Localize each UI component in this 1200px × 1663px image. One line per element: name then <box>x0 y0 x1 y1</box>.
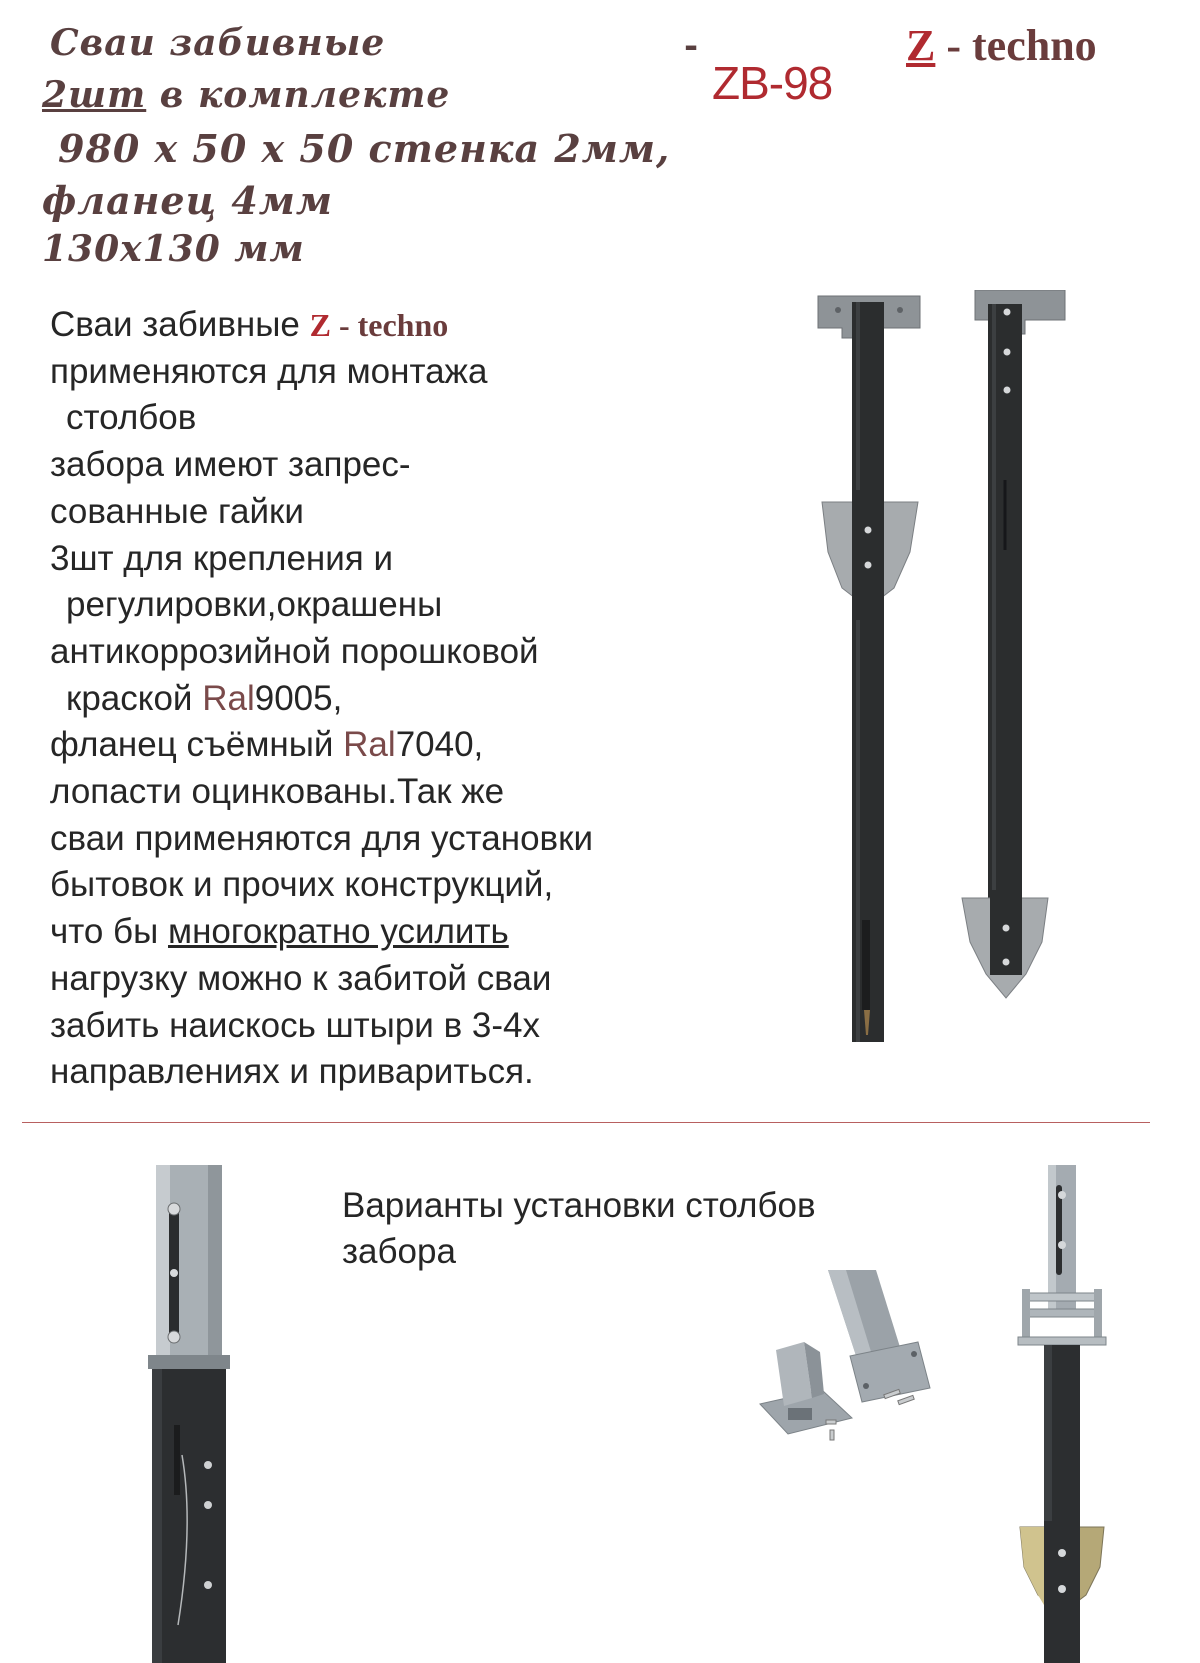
desc-line: 3шт для крепления и <box>50 538 394 578</box>
title-line-1: Сваи забивные <box>50 22 386 64</box>
desc-line: столбов <box>66 398 197 438</box>
brand-logo <box>906 20 1097 71</box>
spec-flange-size: 130х130 мм <box>42 228 305 270</box>
desc-line: лопасти оцинкованы.Так же <box>50 772 505 812</box>
title-quantity: 2шт <box>42 74 147 116</box>
desc-line: что бы многократно усилить <box>50 912 509 952</box>
caption-line: забора <box>342 1232 456 1271</box>
desc-line: Сваи забивные Z - techno <box>50 305 449 344</box>
flange-kit-photo <box>758 1270 948 1450</box>
desc-line: фланец съёмный Ral7040, <box>50 725 484 765</box>
ral-label: Ral <box>343 725 396 765</box>
title-set: в комплекте <box>146 74 451 116</box>
desc-line: забора имеют запрес- <box>50 445 411 485</box>
post-on-pile-photo <box>148 1165 230 1663</box>
desc-line: антикоррозийной порошковой <box>50 631 539 671</box>
model-code: ZB-98 <box>712 57 833 109</box>
ral-label: Ral <box>202 678 255 718</box>
desc-line: применяются для монтажа <box>50 351 488 391</box>
title-line-2 <box>42 74 450 116</box>
inline-brand: Z - techno <box>309 307 449 343</box>
brand-logo-text: - techno <box>935 21 1097 70</box>
piles-photo <box>810 290 1100 1070</box>
desc-line: бытовок и прочих конструкций, <box>50 865 554 905</box>
product-description <box>50 302 750 1096</box>
desc-line: краской Ral9005, <box>66 678 343 718</box>
title-dash: - <box>684 26 699 66</box>
pile-flange-photo <box>1000 1165 1120 1663</box>
brand-logo-z: Z <box>906 21 936 70</box>
pile-left <box>818 296 920 1042</box>
desc-line: направлениях и привариться. <box>50 1052 534 1092</box>
spec-dimensions: 980 х 50 х 50 стенка 2мм, <box>58 126 671 171</box>
desc-line: регулировки,окрашены <box>66 585 443 625</box>
spec-flange: фланец 4мм <box>42 178 334 223</box>
underlined-emphasis: многократно усилить <box>168 912 509 952</box>
desc-line: сованные гайки <box>50 491 304 531</box>
installation-variants-caption <box>342 1183 816 1275</box>
desc-line: сваи применяются для установки <box>50 818 593 858</box>
section-divider <box>22 1122 1150 1123</box>
caption-line: Варианты установки столбов <box>342 1186 816 1225</box>
desc-line: забить наискось штыри в 3-4х <box>50 1005 540 1045</box>
pile-right <box>962 290 1065 998</box>
desc-line: нагрузку можно к забитой сваи <box>50 958 552 998</box>
